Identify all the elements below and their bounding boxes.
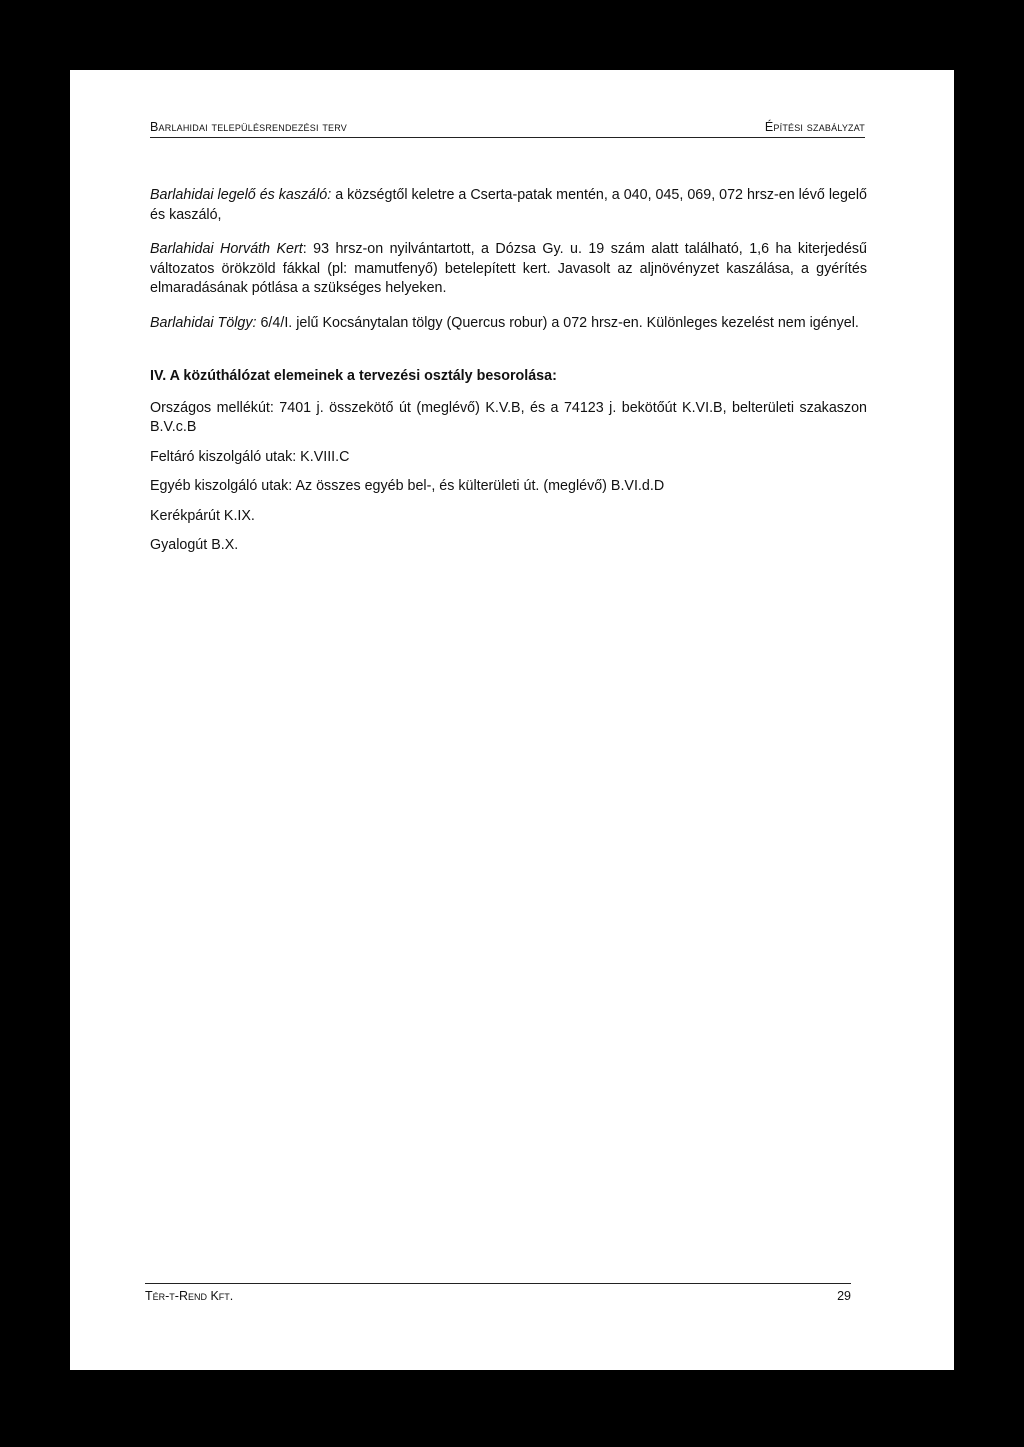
- section-heading: IV. A közúthálózat elemeinek a tervezési osztály besorolása:: [150, 368, 557, 384]
- header-title: Barlahidai településrendezési terv: [150, 120, 347, 134]
- item-legelo: [150, 186, 867, 225]
- item-term: Barlahidai Horváth Kert: [150, 241, 303, 257]
- item-text: a községtől keletre a Cserta-patak mentén, a 040, 045, 069, 072 hrsz-en lévő legelő és kaszáló,: [150, 187, 867, 223]
- page-number: 29: [837, 1289, 851, 1303]
- footer-company: Tér-t-Rend Kft.: [145, 1289, 234, 1303]
- item-term: Barlahidai legelő és kaszáló:: [150, 187, 332, 203]
- item-term: Barlahidai Tölgy:: [150, 314, 257, 331]
- item-tolgy: [150, 314, 867, 334]
- item-horvath-kert: [150, 240, 867, 299]
- header-section: Építési szabályzat: [764, 120, 865, 134]
- road-item: Országos mellékút: 7401 j. összekötő út (meglévő) K.V.B, és a 74123 j. bekötőút K.VI.B, belterületi szakaszon B.V.c.B: [150, 399, 867, 435]
- item-text: : 93 hrsz-on nyilvántartott, a Dózsa Gy. u. 19 szám alatt található, 1,6 ha kiterjedésű változatos örökzöld fákkal (pl: mamutfenyő) betelepített kert. Javasolt az aljnövényzet kaszálása, a gyérítés elmaradásának pótlása a szükséges helyeken.: [150, 241, 867, 296]
- road-item: Egyéb kiszolgáló utak: Az összes egyéb bel-, és külterületi út. (meglévő) B.VI.d.D: [150, 478, 665, 494]
- road-item: Feltáró kiszolgáló utak: K.VIII.C: [150, 448, 350, 465]
- page-footer: [145, 1283, 851, 1303]
- road-item: Kerékpárút K.IX.: [150, 507, 255, 524]
- item-text: 6/4/I. jelű Kocsánytalan tölgy (Quercus robur) a 072 hrsz-en. Különleges kezelést nem igényel.: [256, 314, 859, 331]
- page-header: [150, 120, 865, 138]
- road-item: Gyalogút B.X.: [150, 537, 239, 553]
- page-content: [150, 186, 867, 556]
